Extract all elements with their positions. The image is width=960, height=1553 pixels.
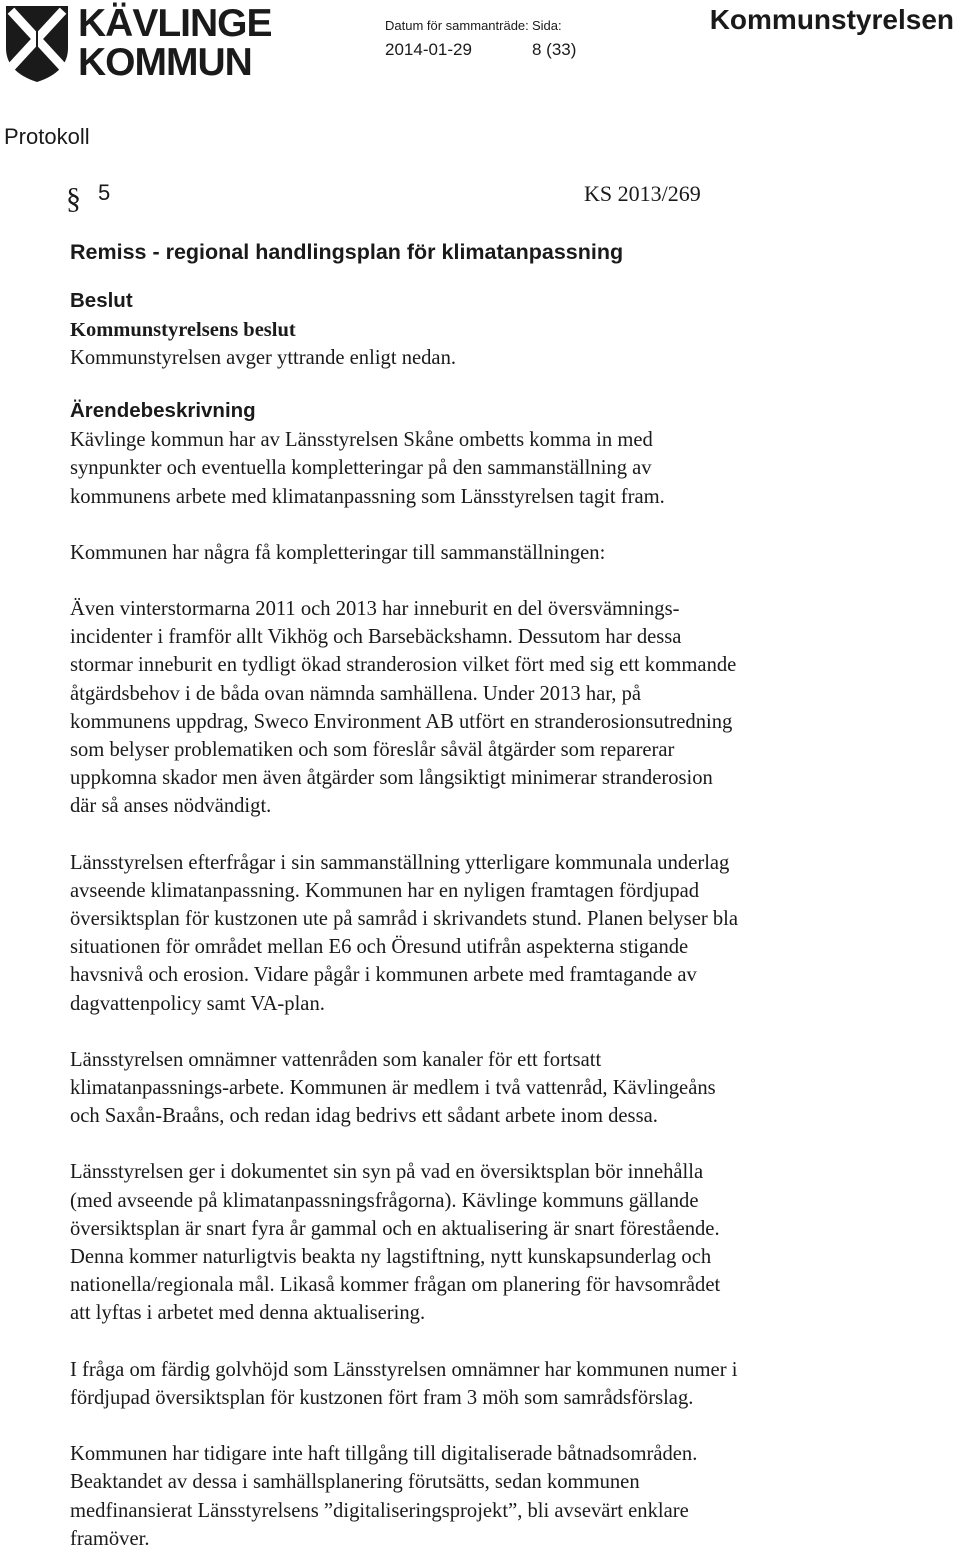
case-reference: KS 2013/269 xyxy=(584,181,701,206)
logo-line-1: KÄVLINGE xyxy=(78,2,272,45)
meeting-date: 2014-01-29 xyxy=(385,40,472,59)
paragraph-7-line: fördjupad översiktsplan för kustzonen fört fram 3 möh som samrådsförslag. xyxy=(70,1386,694,1409)
paragraph-7-line: I fråga om färdig golvhöjd som Länsstyrelsen omnämner har kommunen numer i xyxy=(70,1358,738,1381)
paragraph-4-line: översiktsplan för kustzonen ute på samråd i skrivandets stund. Planen belyser bla xyxy=(70,908,738,931)
paragraph-6-line: översiktsplan är snart fyra år gammal och en aktualisering är snart förestående. xyxy=(70,1217,720,1240)
paragraph-3-line: incidenter i framför allt Vikhög och Barsebäckshamn. Dessutom har dessa xyxy=(70,626,682,649)
page-label: Sida: xyxy=(532,18,562,33)
paragraph-4-line: dagvattenpolicy samt VA-plan. xyxy=(70,992,325,1015)
paragraph-3-line: kommunens uppdrag, Sweco Environment AB utfört en stranderosionsutredning xyxy=(70,710,733,733)
paragraph-1-line: Kävlinge kommun har av Länsstyrelsen Skåne ombetts komma in med xyxy=(70,429,653,452)
paragraph-6-line: nationella/regionala mål. Likaså kommer frågan om planering för havsområdet xyxy=(70,1274,721,1297)
paragraph-6-line: Länsstyrelsen ger i dokumentet sin syn på vad en översiktsplan bör innehålla xyxy=(70,1161,704,1184)
document-body xyxy=(70,234,890,1553)
paragraph-8-line: Beaktandet av dessa i samhällsplanering förutsätts, sedan kommunen xyxy=(70,1471,640,1494)
section-sign-icon xyxy=(66,178,86,218)
document-type: Protokoll xyxy=(4,124,90,149)
paragraph-8-line: Kommunen har tidigare inte haft tillgång till digitaliserade båtnadsområden. xyxy=(70,1443,698,1466)
paragraph-3-line: Även vinterstormarna 2011 och 2013 har inneburit en del översvämnings- xyxy=(70,598,680,621)
decision-subheading: Kommunstyrelsens beslut xyxy=(70,319,296,341)
coat-of-arms-icon xyxy=(4,4,70,84)
decision-text: Kommunstyrelsen avger yttrande enligt nedan. xyxy=(70,347,457,369)
decision-heading: Beslut xyxy=(70,289,133,312)
description-paragraphs xyxy=(70,426,890,1553)
paragraph-3-line: stormar inneburit en tydligt ökad stranderosion vilket fört med sig ett kommande xyxy=(70,654,737,677)
paragraph-3-line: uppkomna skador men även åtgärder som långsiktigt minimerar stranderosion xyxy=(70,767,713,790)
paragraph-5-line: Länsstyrelsen omnämner vattenråden som kanaler för ett fortsatt xyxy=(70,1048,602,1071)
item-title: Remiss - regional handlingsplan för klimatanpassning xyxy=(70,240,624,264)
organization-name: Kommunstyrelsen xyxy=(709,4,954,35)
municipality-logo xyxy=(4,2,272,86)
paragraph-8-line: medfinansierat Länsstyrelsens ”digitaliseringsprojekt”, bli avsevärt enklare xyxy=(70,1499,689,1522)
paragraph-1-line: kommunens arbete med klimatanpassning som Länsstyrelsen tagit fram. xyxy=(70,485,665,508)
paragraph-5-line: klimatanpassnings-arbete. Kommunen är medlem i två vattenråd, Kävlingeåns xyxy=(70,1077,716,1100)
paragraph-6-line: Denna kommer naturligtvis beakta ny lagstiftning, nytt kunskapsunderlag och xyxy=(70,1246,712,1269)
page-number: 8 (33) xyxy=(532,40,577,59)
paragraph-6-line: (med avseende på klimatanpassningsfrågorna). Kävlinge kommuns gällande xyxy=(70,1189,699,1212)
item-number: 5 xyxy=(98,180,111,205)
paragraph-1-line: synpunkter och eventuella kompletteringar på den sammanställning av xyxy=(70,457,652,480)
description-heading: Ärendebeskrivning xyxy=(70,399,256,423)
paragraph-2-line: Kommunen har några få kompletteringar till sammanställningen: xyxy=(70,541,606,564)
paragraph-8-line: framöver. xyxy=(70,1527,150,1550)
paragraph-4-line: Länsstyrelsen efterfrågar i sin sammanställning ytterligare kommunala underlag xyxy=(70,851,730,874)
paragraph-4-line: havsnivå och erosion. Vidare pågår i kommunen arbete med framtagande av xyxy=(70,964,697,987)
paragraph-3-line: där så anses nödvändigt. xyxy=(70,795,272,818)
paragraph-3-line: åtgärdsbehov i de båda ovan nämnda samhällena. Under 2013 har, på xyxy=(70,682,642,705)
logo-line-2: KOMMUN xyxy=(78,41,252,84)
paragraph-5-line: och Saxån-Braåns, och redan idag bedrivs ett sådant arbete inom dessa. xyxy=(70,1105,658,1128)
paragraph-4-line: situationen för området mellan E6 och Öresund utifrån aspekterna stigande xyxy=(70,936,689,959)
meeting-date-label: Datum för sammanträde: xyxy=(385,18,529,33)
paragraph-3-line: som belyser problematiken och som föreslår såväl åtgärder som reparerar xyxy=(70,739,675,762)
paragraph-4-line: avseende klimatanpassning. Kommunen har en nyligen framtagen fördjupad xyxy=(70,879,700,902)
svg-text:§: § xyxy=(66,182,81,215)
paragraph-6-line: att lyftas i arbetet med denna aktualisering. xyxy=(70,1302,426,1325)
